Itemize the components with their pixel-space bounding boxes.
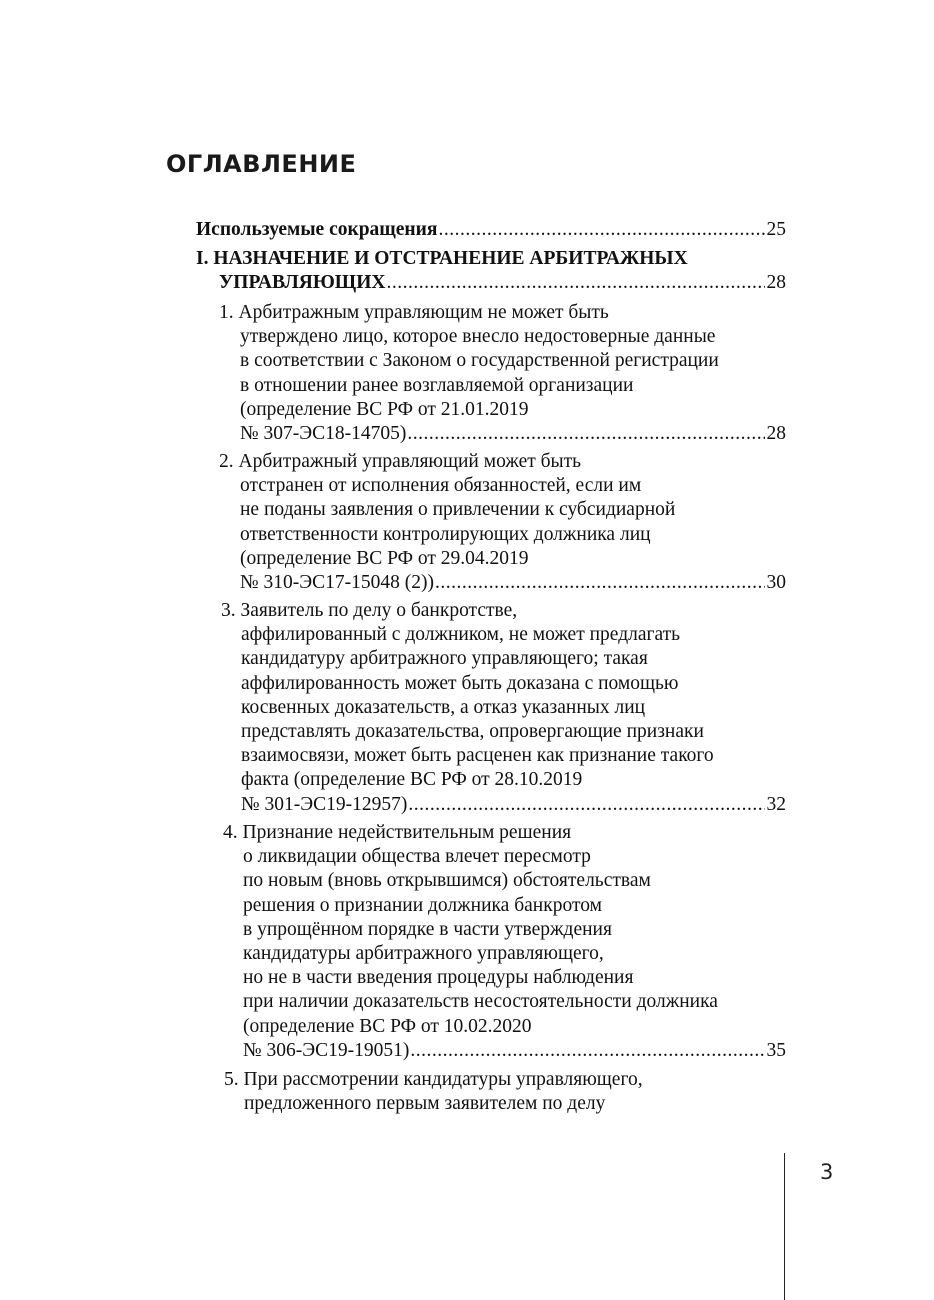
toc-page-number: 25 (766, 219, 786, 240)
toc-page-number: 28 (766, 423, 786, 445)
item-last-line: № 307-ЭС18-14705) (240, 423, 407, 445)
toc-item-2[interactable] (219, 450, 786, 595)
toc-page-number: 28 (766, 272, 786, 294)
toc-chapter-1[interactable] (196, 247, 786, 295)
item-last-line: № 310-ЭС17-15048 (2)) (240, 572, 434, 594)
chapter-title-line (196, 247, 786, 271)
chapter-number: I. (196, 248, 209, 269)
toc-page-number: 30 (766, 572, 786, 594)
item-line: представлять доказательства, опровергающие признаки (241, 721, 704, 743)
item-line: (определение ВС РФ от 10.02.2020 (243, 1015, 532, 1037)
toc-page-number: 35 (766, 1039, 786, 1061)
leader-dots (438, 218, 764, 242)
item-line: кандидатуру арбитражного управляющего; такая (241, 648, 648, 670)
toc-item-1[interactable] (219, 301, 786, 446)
item-line: взаимосвязи, может быть расценен как признание такого (241, 745, 714, 767)
toc-item-3[interactable] (221, 599, 786, 817)
item-line: (определение ВС РФ от 21.01.2019 (240, 398, 529, 420)
leader-dots (408, 793, 764, 817)
item-line: 1. Арбитражным управляющим не может быть (219, 302, 609, 323)
toc-entry-abbreviations[interactable] (196, 218, 786, 242)
item-line: (определение ВС РФ от 29.04.2019 (240, 547, 529, 569)
leader-dots (386, 271, 764, 295)
item-line: в соответствии с Законом о государственной регистрации (240, 350, 719, 372)
item-line: аффилированность может быть доказана с помощью (241, 672, 679, 694)
item-line: решения о признании должника банкротом (243, 894, 602, 916)
item-line: предложенного первым заявителем по делу (244, 1093, 606, 1115)
leader-dots (410, 1039, 764, 1063)
page-number: 3 (820, 1160, 834, 1184)
toc-item-5[interactable] (224, 1068, 786, 1116)
item-line: 2. Арбитражный управляющий может быть (219, 451, 582, 472)
item-line: утверждено лицо, которое внесло недостоверные данные (240, 326, 716, 348)
item-line: но не в части введения процедуры наблюдения (243, 967, 634, 989)
chapter-title-line-1: НАЗНАЧЕНИЕ И ОТСТРАНЕНИЕ АРБИТРАЖНЫХ (213, 248, 688, 269)
margin-rule (784, 1153, 785, 1300)
chapter-title-line-2: УПРАВЛЯЮЩИХ (219, 272, 386, 294)
item-line: при наличии доказательств несостоятельности должника (243, 991, 718, 1013)
leader-dots (435, 571, 765, 595)
item-line: о ликвидации общества влечет пересмотр (243, 846, 591, 868)
item-line: по новым (вновь открывшимся) обстоятельствам (243, 870, 651, 892)
item-line: ответственности контролирующих должника лиц (240, 523, 651, 545)
item-line: факта (определение ВС РФ от 28.10.2019 (241, 769, 583, 791)
item-line: в отношении ранее возглавляемой организации (240, 374, 634, 396)
toc-page-number: 32 (766, 793, 786, 815)
item-line: не поданы заявления о привлечении к субсидиарной (240, 499, 676, 521)
item-line: 3. Заявитель по делу о банкротстве, (221, 600, 518, 621)
item-last-line: № 306-ЭС19-19051) (243, 1039, 410, 1061)
item-line: 5. При рассмотрении кандидатуры управляющего, (224, 1069, 643, 1090)
toc-heading: ОГЛАВЛЕНИЕ (166, 150, 357, 178)
item-line: отстранен от исполнения обязанностей, если им (240, 475, 642, 497)
item-line: кандидатуры арбитражного управляющего, (243, 943, 604, 965)
item-line: косвенных доказательств, а отказ указанных лиц (241, 696, 646, 718)
leader-dots (407, 422, 764, 446)
item-line: 4. Признание недействительным решения (223, 822, 572, 843)
toc-entry-title: Используемые сокращения (196, 219, 438, 240)
item-line: аффилированный с должником, не может предлагать (241, 624, 681, 646)
item-line: в упрощённом порядке в части утверждения (243, 918, 612, 940)
toc-item-4[interactable] (223, 821, 786, 1063)
item-last-line: № 301-ЭС19-12957) (241, 793, 408, 815)
